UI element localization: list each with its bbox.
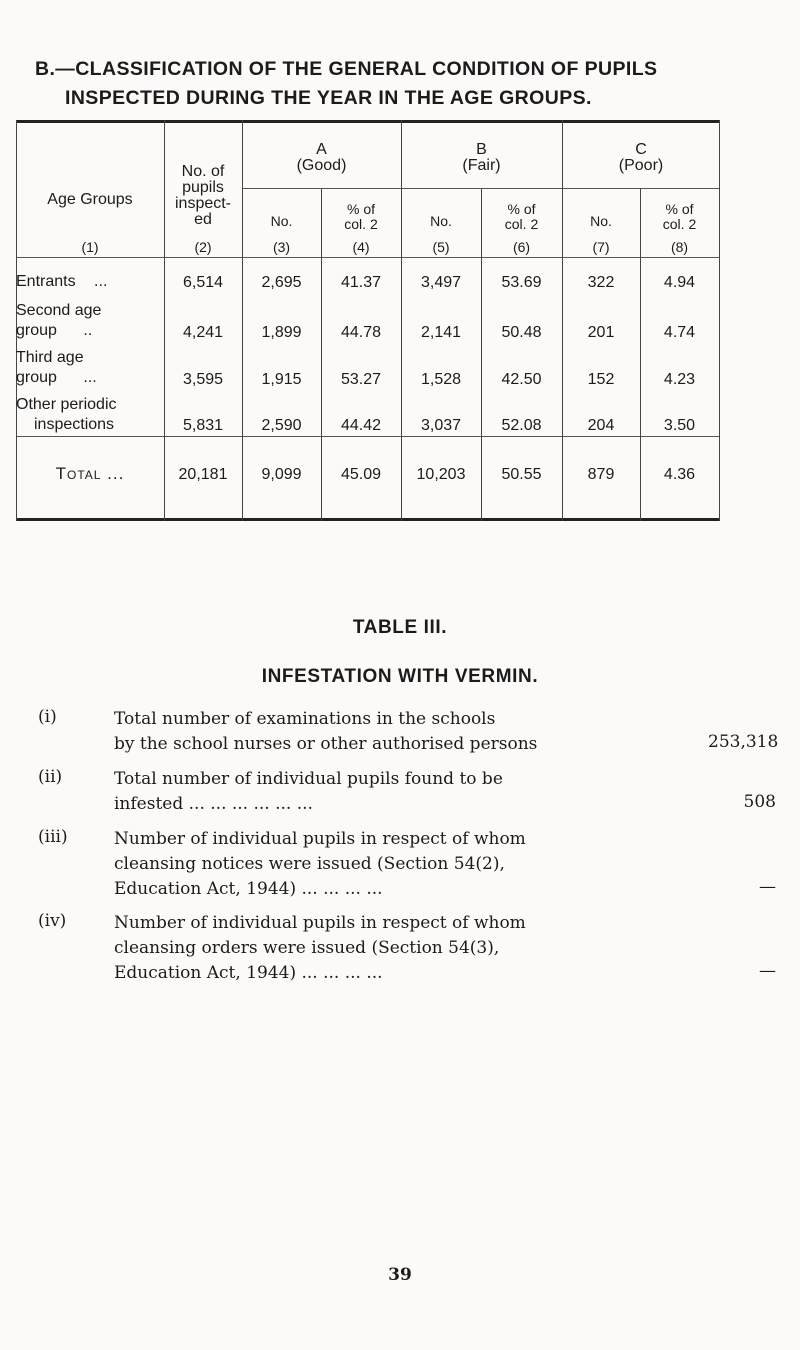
item-line: Education Act, 1944) ... ... ... ... (114, 963, 383, 983)
item-line: cleansing notices were issued (Section 54(2), (114, 854, 505, 874)
cell-fair-pct: 42.50 (501, 371, 542, 388)
col-number: (5) (432, 239, 450, 255)
col-number: (6) (512, 239, 531, 255)
cell-poor-no: 322 (587, 274, 615, 291)
sub-header-no: No. (270, 213, 293, 229)
cell-good-no: 2,590 (261, 417, 302, 434)
cell-poor-no: 152 (587, 371, 615, 388)
cell-fair-no: 3,037 (420, 417, 462, 434)
cell-fair-pct: 50.55 (501, 466, 542, 483)
cell-poor-no: 201 (587, 324, 615, 341)
label-text: Other periodic (16, 396, 117, 413)
sub-header-pct (481, 202, 562, 232)
cell-pupils: 3,595 (182, 371, 224, 388)
cell-pupils: 5,831 (182, 417, 224, 434)
item-text (114, 707, 634, 757)
cell-fair-no: 1,528 (420, 371, 462, 388)
cell-pupils: 20,181 (178, 466, 228, 483)
item-line: infested ... ... ... ... ... ... (114, 794, 313, 814)
item-number: (i) (38, 707, 57, 727)
table-top-rule (16, 120, 720, 123)
item-line: Total number of individual pupils found to be (114, 769, 503, 789)
cell-good-no: 1,899 (261, 324, 302, 341)
cell-fair-pct: 50.48 (501, 324, 542, 341)
col-pupils-header (164, 164, 242, 228)
cell-pupils: 6,514 (182, 274, 224, 291)
item-text (114, 911, 634, 986)
vrule (242, 120, 243, 521)
cell-poor-pct: 4.74 (663, 324, 696, 341)
col-number: (7) (592, 239, 610, 255)
cell-good-pct: 44.78 (340, 324, 382, 341)
group-poor-header (562, 142, 720, 174)
cell-good-pct: 53.27 (340, 371, 382, 388)
group-name: (Good) (296, 157, 347, 174)
label-dots: .. (83, 322, 93, 339)
label-text: Third age (16, 349, 84, 366)
pct-line: col. 2 (504, 216, 539, 232)
pct-line: % of (507, 201, 536, 217)
classification-table (16, 120, 720, 520)
vrule (719, 120, 720, 521)
heading-line-2: INSPECTED DURING THE YEAR IN THE AGE GROUPS. (65, 87, 592, 109)
item-line: Number of individual pupils in respect of whom (114, 913, 526, 933)
col-age-header: Age Groups (47, 191, 133, 208)
cell-good-pct: 41.37 (340, 274, 382, 291)
cell-good-pct: 45.09 (340, 466, 382, 483)
header-bottom-rule (16, 257, 720, 258)
label-text: group (16, 322, 57, 339)
cell-good-no: 1,915 (261, 371, 302, 388)
col-pupils-line: pupils (182, 179, 224, 196)
vrule (562, 120, 563, 521)
group-letter: B (476, 141, 487, 158)
section-heading (35, 55, 775, 113)
label-text: group (16, 369, 57, 386)
vrule (401, 120, 402, 521)
cell-fair-pct: 53.69 (501, 274, 542, 291)
col-pupils-line: No. of (181, 163, 225, 180)
row-label-third-age (16, 348, 97, 388)
cell-poor-pct: 4.23 (663, 371, 696, 388)
item-value: 508 (743, 792, 776, 812)
item-number: (iii) (38, 827, 68, 847)
item-number: (ii) (38, 767, 63, 787)
label-text: Entrants (16, 273, 76, 290)
cell-good-pct: 44.42 (340, 417, 382, 434)
pct-line: col. 2 (662, 216, 697, 232)
item-line: Number of individual pupils in respect of whom (114, 829, 526, 849)
item-line: cleansing orders were issued (Section 54(3), (114, 938, 500, 958)
pct-line: col. 2 (344, 216, 378, 232)
item-number: (iv) (38, 911, 67, 931)
group-name: (Fair) (462, 157, 501, 174)
col-number: (4) (352, 239, 370, 255)
group-letter: A (316, 141, 327, 158)
sub-header-no: No. (590, 213, 612, 229)
page-number: 39 (388, 1265, 412, 1285)
row-label-other-periodic (16, 395, 117, 435)
col-age-number: (1) (81, 239, 99, 255)
table3-title: TABLE III. (352, 617, 448, 638)
group-fair-header (401, 142, 562, 174)
item-line: by the school nurses or other authorised persons (114, 734, 538, 754)
sub-header-no: No. (430, 213, 452, 229)
label-dots: ... (83, 369, 97, 386)
col-pupils-number: (2) (194, 239, 212, 255)
cell-poor-pct: 3.50 (663, 417, 696, 434)
sub-header-pct (321, 202, 401, 232)
item-text (114, 767, 634, 817)
label-text: Second age (16, 302, 102, 319)
sub-header-pct (640, 202, 719, 232)
col-number: (3) (272, 239, 291, 255)
group-good-header (242, 142, 401, 174)
pct-line: % of (665, 201, 694, 217)
item-text (114, 827, 634, 902)
heading-line-1: B.—CLASSIFICATION OF THE GENERAL CONDITION OF PUPILS (35, 58, 658, 80)
total-top-rule (16, 436, 720, 437)
group-name: (Poor) (618, 157, 664, 174)
item-value: — (759, 961, 776, 981)
item-line: Education Act, 1944) ... ... ... ... (114, 879, 383, 899)
item-value: — (759, 877, 776, 897)
table3-subtitle: INFESTATION WITH VERMIN. (261, 666, 539, 687)
cell-fair-no: 3,497 (420, 274, 462, 291)
cell-fair-no: 2,141 (420, 324, 462, 341)
row-label-entrants (16, 272, 164, 292)
cell-fair-pct: 52.08 (501, 417, 542, 434)
col-pupils-line: inspect- (174, 195, 232, 212)
cell-good-no: 2,695 (261, 274, 302, 291)
label-text: inspections (34, 416, 115, 433)
cell-poor-no: 879 (587, 466, 615, 483)
cell-poor-no: 204 (587, 417, 615, 434)
item-value: 253,318 (708, 732, 779, 752)
col-pupils-line: ed (194, 211, 212, 228)
cell-poor-pct: 4.36 (663, 466, 696, 483)
label-dots: ... (94, 273, 108, 290)
row-label-second-age (16, 301, 101, 341)
cell-poor-pct: 4.94 (663, 274, 696, 291)
table-bottom-rule (16, 518, 720, 521)
pct-line: % of (346, 201, 375, 217)
item-line: Total number of examinations in the schools (114, 709, 496, 729)
cell-good-no: 9,099 (261, 466, 302, 483)
cell-fair-no: 10,203 (416, 466, 466, 483)
group-letter: C (635, 141, 647, 158)
cell-pupils: 4,241 (182, 324, 224, 341)
col-number: (8) (670, 239, 689, 255)
row-label-total: Total ... (55, 464, 125, 483)
